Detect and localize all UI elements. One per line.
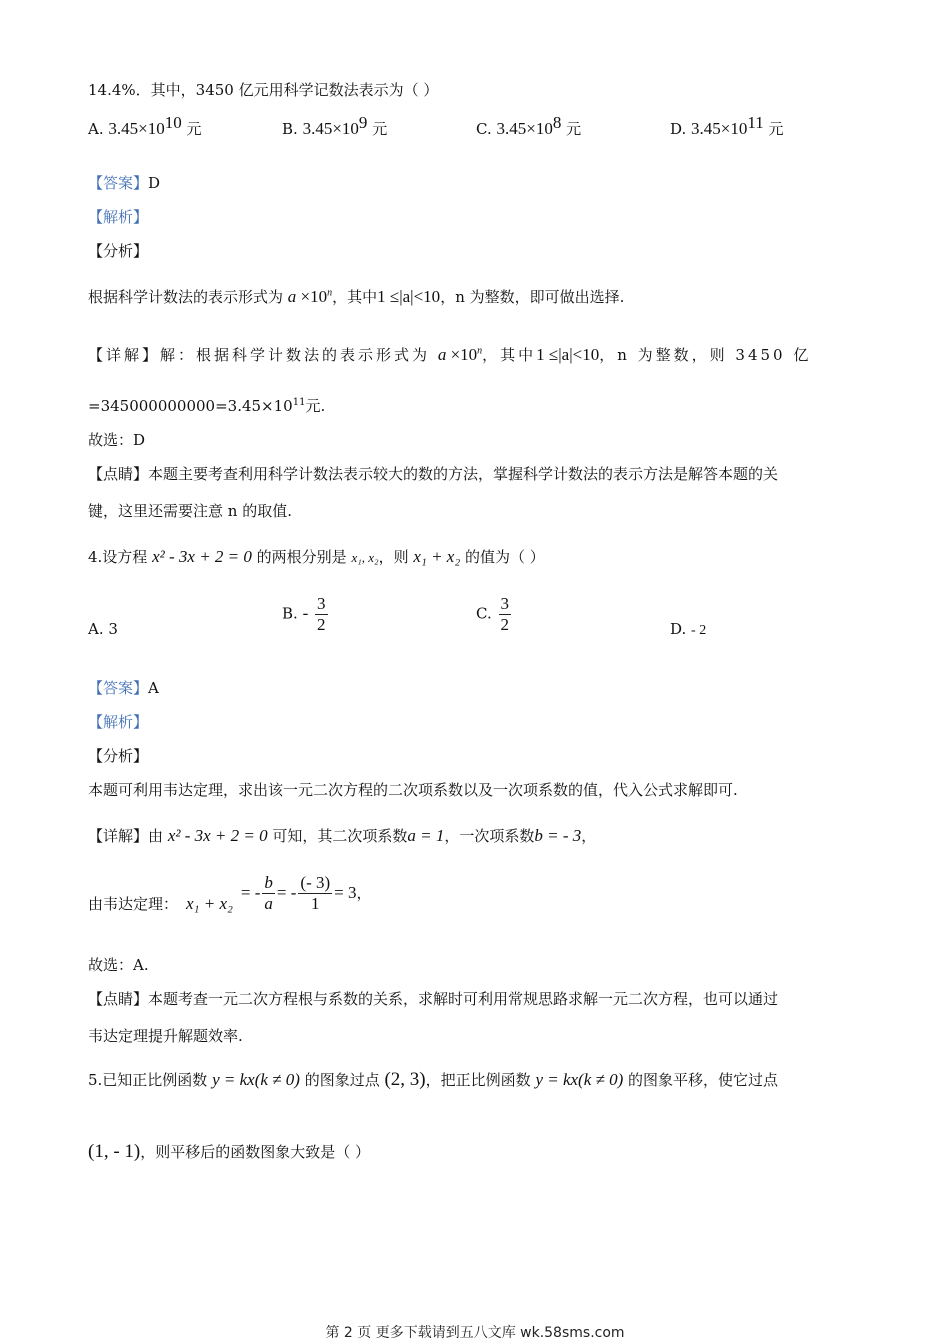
q4-vieta (88, 872, 372, 914)
q3-option-d (670, 113, 784, 139)
detail-tag: 【详解】 (88, 827, 149, 845)
q3-option-b (282, 113, 388, 139)
sci-a: a (437, 345, 447, 364)
comment-text: 本题考查一元二次方程根与系数的关系，求解时可利用常规思路求解一元二次方程，也可以通过 (148, 990, 779, 1008)
option-base: 3.45×10 (691, 119, 748, 138)
coef-b: b = - 3 (534, 826, 582, 845)
q4-comment-line2: 韦达定理提升解题效率. (88, 1027, 243, 1045)
q4-guxuan: 故选：A. (88, 956, 149, 974)
q4-detail (88, 826, 596, 846)
fraction-denominator: 1 (311, 893, 320, 913)
roots-sum: x₁ + x₂ (413, 547, 461, 566)
q3-intro: 14.4%．其中，3450 亿元用科学记数法表示为（ ） (88, 81, 439, 99)
sci-times: ×10 (450, 345, 478, 364)
q5-stem-line2 (88, 1142, 370, 1162)
fraction-numerator: (- 3) (300, 872, 331, 892)
option-value: 3 (108, 620, 118, 638)
answer-value: D (148, 174, 161, 192)
sci-notation (438, 345, 482, 364)
option-unit: 元 (566, 120, 582, 138)
fraction-denominator: 2 (317, 615, 326, 634)
fraction-b-over-a (262, 873, 275, 914)
option-unit: 元 (186, 120, 202, 138)
detail-text: 元. (305, 397, 326, 415)
stem-text: 4.设方程 (88, 548, 148, 566)
q3-analysis (88, 287, 624, 307)
fraction-numerator: b (264, 872, 273, 892)
analysis-text: 根据科学计数法的表示形式为 (88, 288, 284, 306)
q3-option-c (476, 113, 582, 139)
option-base: 3.45×10 (108, 119, 165, 138)
vieta-text: 由韦达定理： (88, 895, 179, 913)
option-letter: A. (88, 620, 104, 638)
q4-comment (88, 989, 778, 1009)
detail-text: 由 (148, 827, 164, 845)
stem-text: 的值为（ ） (465, 548, 545, 566)
vieta-lhs: x₁ + x₂ (186, 894, 233, 913)
q4-option-d (670, 620, 706, 639)
function-expr: y = kx(k ≠ 0) (212, 1070, 300, 1089)
range-expr: 1 ≤|a|<10 (536, 345, 600, 364)
fraction-numerator: 3 (317, 594, 326, 613)
equation: x² - 3x + 2 = 0 (167, 826, 268, 845)
stem-text: ，把正比例函数 (425, 1071, 531, 1089)
q3-fenxi-tag: 【分析】 (88, 242, 149, 260)
analysis-text: ，n 为整数，即可做出选择. (440, 288, 625, 306)
option-letter: B. (282, 604, 298, 623)
detail-text: ，其中 (482, 346, 537, 364)
detail-text: 可知，其二次项系数 (272, 827, 408, 845)
q3-comment-line2: 键，这里还需要注意 n 的取值. (88, 502, 292, 520)
q3-guxuan: 故选：D (88, 431, 146, 449)
vieta-text: ， (356, 884, 372, 902)
answer-value: A (148, 679, 159, 697)
page-footer: 第 2 页 更多下载请到五八文库 wk.58sms.com (325, 1325, 625, 1341)
detail-exp: 11 (292, 397, 306, 408)
option-unit: 元 (372, 120, 388, 138)
option-base: 3.45×10 (302, 119, 359, 138)
q4-analysis: 本题可利用韦达定理，求出该一元二次方程的二次项系数以及一次项系数的值，代入公式求解即可. (88, 781, 738, 799)
option-value: - 2 (691, 623, 707, 638)
q4-option-b (282, 594, 330, 635)
option-letter: C. (476, 120, 492, 138)
stem-text: ，则平移后的函数图象大致是（ ） (140, 1143, 371, 1161)
detail-text: ，n 为整数，则 3450 亿 (599, 346, 812, 364)
q3-option-a (88, 113, 202, 139)
vieta-eq: = - (276, 883, 297, 902)
option-sign: - (302, 603, 309, 623)
detail-text: =345000000000=3.45×10 (88, 397, 293, 415)
stem-text: 的图象平移，使它过点 (628, 1071, 779, 1089)
fraction (315, 594, 328, 635)
q4-answer (88, 678, 159, 698)
stem-text: 5.已知正比例函数 (88, 1071, 208, 1089)
comment-tag: 【点睛】 (88, 465, 149, 483)
option-base: 3.45×10 (496, 119, 553, 138)
sci-n: n (327, 287, 333, 299)
option-exp: 8 (552, 113, 562, 132)
fraction-numerator: 3 (500, 594, 509, 613)
q4-fenxi-tag: 【分析】 (88, 747, 149, 765)
q4-stem (88, 547, 545, 568)
roots: x₁, x₂ (351, 550, 379, 565)
detail-tag: 【详解】 (88, 346, 161, 364)
option-exp: 10 (164, 113, 182, 132)
q4-jiexi-tag: 【解析】 (88, 713, 149, 731)
sci-notation (288, 287, 332, 306)
fraction-denominator: 2 (500, 615, 509, 634)
point-1: (2, 3) (384, 1069, 426, 1090)
stem-text: ，则 (378, 548, 409, 566)
q3-detail-line2 (88, 396, 325, 416)
vieta-result: = 3 (334, 883, 357, 902)
option-letter: D. (670, 620, 687, 638)
comment-tag: 【点睛】 (88, 990, 149, 1008)
stem-text: 的两根分别是 (256, 548, 347, 566)
coef-a: a = 1 (407, 826, 445, 845)
answer-tag: 【答案】 (88, 174, 149, 192)
point-2: (1, - 1) (88, 1141, 141, 1162)
option-letter: D. (670, 120, 687, 138)
q3-detail (88, 345, 811, 365)
q3-jiexi-tag: 【解析】 (88, 208, 149, 226)
q3-comment (88, 464, 778, 484)
sci-times: ×10 (300, 287, 328, 306)
q4-option-c (476, 594, 513, 635)
option-letter: C. (476, 604, 492, 623)
comment-text: 本题主要考查利用科学计数法表示较大的数的方法，掌握科学计数法的表示方法是解答本题的关 (148, 465, 779, 483)
option-unit: 元 (768, 120, 784, 138)
sci-n: n (477, 345, 483, 357)
q4-option-a (88, 620, 118, 638)
q5-stem (88, 1070, 778, 1090)
answer-tag: 【答案】 (88, 679, 149, 697)
function-expr: y = kx(k ≠ 0) (535, 1070, 624, 1089)
detail-text: 解：根据科学计数法的表示形式为 (160, 346, 431, 364)
stem-text: 的图象过点 (304, 1071, 380, 1089)
fraction-value (298, 873, 332, 914)
option-letter: A. (88, 120, 104, 138)
option-exp: 9 (358, 113, 368, 132)
fraction (499, 594, 512, 635)
equation: x² - 3x + 2 = 0 (152, 547, 252, 566)
sci-a: a (287, 287, 297, 306)
vieta-eq: = - (240, 883, 261, 902)
range-expr: 1 ≤|a|<10 (377, 287, 441, 306)
fraction-denominator: a (264, 893, 273, 913)
detail-text: ，一次项系数 (444, 827, 535, 845)
q3-answer (88, 173, 160, 193)
option-letter: B. (282, 120, 298, 138)
analysis-text: ，其中 (332, 288, 378, 306)
detail-text: ， (581, 827, 597, 845)
option-exp: 11 (747, 113, 764, 132)
